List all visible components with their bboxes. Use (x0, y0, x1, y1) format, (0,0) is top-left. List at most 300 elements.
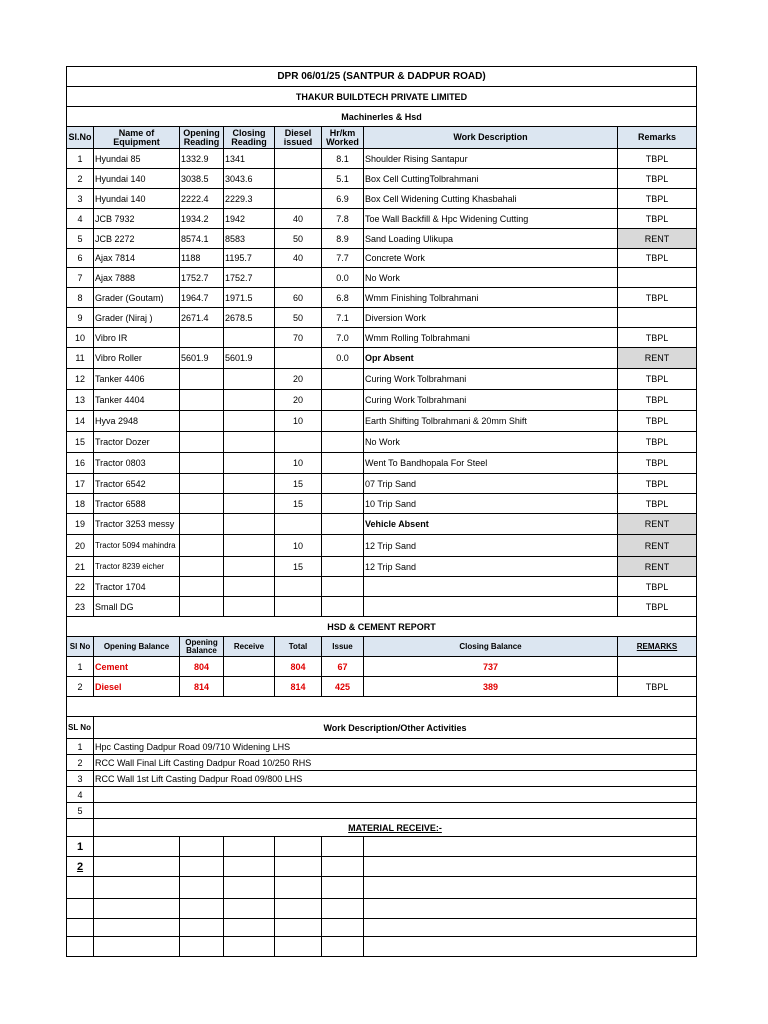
activity-description (94, 787, 697, 803)
machine-sl-no: 19 (67, 514, 94, 535)
machine-row (67, 229, 697, 249)
hr-km-worked (322, 494, 364, 514)
material-cell (322, 877, 364, 899)
machine-sl-no: 22 (67, 577, 94, 597)
work-description: Wmm Rolling Tolbrahmani (364, 328, 618, 348)
material-header-spacer (67, 819, 94, 837)
material-sl-no: 1 (67, 837, 94, 857)
closing-reading (224, 557, 275, 577)
spacer-cell (67, 697, 697, 717)
material-cell (322, 899, 364, 919)
hr-km-worked (322, 557, 364, 577)
material-cell (180, 937, 224, 957)
hsd-item: Diesel (94, 677, 180, 697)
equipment-name: Grader (Niraj ) (94, 308, 180, 328)
material-cell (94, 919, 180, 937)
material-cell (364, 837, 697, 857)
machine-sl-no: 15 (67, 432, 94, 453)
activity-description (94, 803, 697, 819)
remarks-value: TBPL (618, 494, 697, 514)
material-cell (180, 837, 224, 857)
material-cell (224, 877, 275, 899)
opening-reading: 3038.5 (180, 169, 224, 189)
work-description: Toe Wall Backfill & Hpc Widening Cutting (364, 209, 618, 229)
machine-row (67, 577, 697, 597)
closing-reading: 5601.9 (224, 348, 275, 369)
hsd-remarks: TBPL (618, 677, 697, 697)
hr-km-worked (322, 514, 364, 535)
machine-sl-no: 21 (67, 557, 94, 577)
diesel-issued (275, 348, 322, 369)
activity-sl-no: 5 (67, 803, 94, 819)
material-cell (224, 857, 275, 877)
equipment-name: Tractor 6542 (94, 474, 180, 494)
equipment-name: Tanker 4404 (94, 390, 180, 411)
machine-row (67, 209, 697, 229)
opening-reading (180, 432, 224, 453)
material-cell (364, 937, 697, 957)
dpr-sheet (66, 66, 697, 957)
machine-sl-no: 9 (67, 308, 94, 328)
machine-row (67, 149, 697, 169)
opening-reading: 5601.9 (180, 348, 224, 369)
work-description (364, 577, 618, 597)
hr-km-worked (322, 411, 364, 432)
machine-sl-no: 12 (67, 369, 94, 390)
hsd-total: 804 (275, 657, 322, 677)
closing-reading: 3043.6 (224, 169, 275, 189)
closing-reading (224, 474, 275, 494)
hsd-issue: 425 (322, 677, 364, 697)
material-sl-no (67, 919, 94, 937)
hsd-row (67, 657, 697, 677)
hsd-sl-header: Sl No (67, 637, 94, 657)
sheet-body (67, 67, 697, 957)
diesel-issued (275, 597, 322, 617)
opening-reading (180, 411, 224, 432)
activities-header: Work Description/Other Activities (94, 717, 697, 739)
machine-row (67, 308, 697, 328)
hr-km-worked: 5.1 (322, 169, 364, 189)
machine-row (67, 535, 697, 557)
hr-km-worked (322, 577, 364, 597)
work-description: Box Cell CuttingTolbrahmani (364, 169, 618, 189)
hr-km-worked (322, 369, 364, 390)
opening-reading: 1934.2 (180, 209, 224, 229)
machine-row (67, 189, 697, 209)
opening-reading: 8574.1 (180, 229, 224, 249)
machine-row (67, 411, 697, 432)
material-row (67, 937, 697, 957)
machine-sl-no: 5 (67, 229, 94, 249)
equipment-name: Tractor 0803 (94, 453, 180, 474)
remarks-value: TBPL (618, 597, 697, 617)
hr-km-worked (322, 432, 364, 453)
equipment-name: Hyundai 140 (94, 189, 180, 209)
hr-km-worked (322, 474, 364, 494)
remarks-value: TBPL (618, 474, 697, 494)
material-cell (364, 857, 697, 877)
closing-reading: 1341 (224, 149, 275, 169)
material-cell (275, 899, 322, 919)
material-cell (94, 857, 180, 877)
opening-reading (180, 369, 224, 390)
hr-km-worked: 7.0 (322, 328, 364, 348)
activity-row (67, 755, 697, 771)
opening-reading: 2671.4 (180, 308, 224, 328)
material-cell (94, 837, 180, 857)
activity-row (67, 739, 697, 755)
closing-reading-header: Closing Reading (224, 127, 275, 149)
hsd-issue-header: Issue (322, 637, 364, 657)
closing-reading: 1752.7 (224, 268, 275, 288)
work-description: Concrete Work (364, 249, 618, 268)
remarks-value: TBPL (618, 328, 697, 348)
remarks-value: TBPL (618, 288, 697, 308)
machines-header-row (67, 127, 697, 149)
material-cell (180, 857, 224, 877)
hsd-opening-balance-header: Opening Balance (180, 637, 224, 657)
material-cell (94, 937, 180, 957)
hsd-section-row (67, 617, 697, 637)
opening-reading-header: Opening Reading (180, 127, 224, 149)
remarks-value: TBPL (618, 577, 697, 597)
opening-reading (180, 453, 224, 474)
activity-description: RCC Wall Final Lift Casting Dadpur Road 10/250 RHS (94, 755, 697, 771)
equipment-name: Vibro Roller (94, 348, 180, 369)
material-cell (275, 937, 322, 957)
activity-sl-no: 1 (67, 739, 94, 755)
material-cell (224, 899, 275, 919)
opening-reading: 1752.7 (180, 268, 224, 288)
work-description: No Work (364, 432, 618, 453)
diesel-issued (275, 169, 322, 189)
remarks-value: TBPL (618, 249, 697, 268)
machine-row (67, 432, 697, 453)
equipment-name: Small DG (94, 597, 180, 617)
work-description: Wmm Finishing Tolbrahmani (364, 288, 618, 308)
material-cell (180, 919, 224, 937)
machine-sl-no: 1 (67, 149, 94, 169)
diesel-issued: 15 (275, 557, 322, 577)
work-description: Opr Absent (364, 348, 618, 369)
opening-reading (180, 514, 224, 535)
work-description: No Work (364, 268, 618, 288)
diesel-issued-header: Diesel issued (275, 127, 322, 149)
hsd-row (67, 677, 697, 697)
company-name: THAKUR BUILDTECH PRIVATE LIMITED (67, 87, 697, 107)
work-description: Earth Shifting Tolbrahmani & 20mm Shift (364, 411, 618, 432)
machine-sl-no: 18 (67, 494, 94, 514)
equipment-name: Hyundai 140 (94, 169, 180, 189)
material-sl-no: 2 (67, 857, 94, 877)
remarks-value: TBPL (618, 369, 697, 390)
diesel-issued: 40 (275, 249, 322, 268)
closing-reading (224, 597, 275, 617)
closing-reading: 1971.5 (224, 288, 275, 308)
material-cell (224, 837, 275, 857)
machine-sl-no: 3 (67, 189, 94, 209)
machine-row (67, 514, 697, 535)
activities-header-row (67, 717, 697, 739)
closing-reading (224, 514, 275, 535)
machine-row (67, 268, 697, 288)
diesel-issued (275, 577, 322, 597)
machine-row (67, 169, 697, 189)
opening-reading: 1188 (180, 249, 224, 268)
material-receive-header: MATERIAL RECEIVE:- (94, 819, 697, 837)
machine-row (67, 328, 697, 348)
machine-sl-no: 16 (67, 453, 94, 474)
machine-row (67, 557, 697, 577)
activities-sl-header: SL No (67, 717, 94, 739)
remarks-value: RENT (618, 535, 697, 557)
work-description: Sand Loading Ulikupa (364, 229, 618, 249)
diesel-issued: 10 (275, 535, 322, 557)
machine-row (67, 288, 697, 308)
machines-section-title: Machinerles & Hsd (67, 107, 697, 127)
remarks-value: RENT (618, 514, 697, 535)
machine-row (67, 453, 697, 474)
diesel-issued: 50 (275, 229, 322, 249)
hr-km-worked (322, 535, 364, 557)
material-sl-no (67, 937, 94, 957)
hr-km-worked: 7.8 (322, 209, 364, 229)
machine-sl-no: 17 (67, 474, 94, 494)
closing-reading (224, 577, 275, 597)
hr-km-worked: 6.9 (322, 189, 364, 209)
remarks-header: Remarks (618, 127, 697, 149)
material-row (67, 857, 697, 877)
machine-row (67, 494, 697, 514)
equipment-name: Tractor Dozer (94, 432, 180, 453)
machine-row (67, 390, 697, 411)
opening-reading (180, 328, 224, 348)
equipment-name: Tractor 6588 (94, 494, 180, 514)
closing-reading (224, 535, 275, 557)
material-cell (94, 899, 180, 919)
equipment-name: Vibro IR (94, 328, 180, 348)
hsd-opening: 804 (180, 657, 224, 677)
equipment-name: Tractor 1704 (94, 577, 180, 597)
remarks-value: TBPL (618, 189, 697, 209)
machine-sl-no: 20 (67, 535, 94, 557)
closing-reading (224, 390, 275, 411)
work-description: 12 Trip Sand (364, 557, 618, 577)
closing-reading: 2229.3 (224, 189, 275, 209)
diesel-issued (275, 514, 322, 535)
hsd-issue: 67 (322, 657, 364, 677)
closing-reading (224, 328, 275, 348)
material-cell (275, 877, 322, 899)
machine-row (67, 369, 697, 390)
hsd-header-row (67, 637, 697, 657)
material-cell (275, 919, 322, 937)
opening-reading (180, 474, 224, 494)
diesel-issued: 40 (275, 209, 322, 229)
hr-km-worked: 8.9 (322, 229, 364, 249)
diesel-issued: 20 (275, 369, 322, 390)
activity-row (67, 787, 697, 803)
remarks-value: TBPL (618, 453, 697, 474)
material-header-row (67, 819, 697, 837)
machine-sl-no: 13 (67, 390, 94, 411)
material-row (67, 899, 697, 919)
work-description: Went To Bandhopala For Steel (364, 453, 618, 474)
hr-km-worked-header: Hr/km Worked (322, 127, 364, 149)
opening-reading: 1332.9 (180, 149, 224, 169)
material-cell (275, 857, 322, 877)
machine-sl-no: 2 (67, 169, 94, 189)
diesel-issued (275, 149, 322, 169)
remarks-value: TBPL (618, 149, 697, 169)
closing-reading (224, 432, 275, 453)
equipment-name: JCB 2272 (94, 229, 180, 249)
remarks-value: TBPL (618, 432, 697, 453)
work-description: 12 Trip Sand (364, 535, 618, 557)
hr-km-worked (322, 597, 364, 617)
equipment-name: Tractor 8239 eicher (94, 557, 180, 577)
opening-reading: 1964.7 (180, 288, 224, 308)
remarks-value: RENT (618, 229, 697, 249)
equipment-name: Hyva 2948 (94, 411, 180, 432)
material-cell (364, 899, 697, 919)
hsd-receive (224, 657, 275, 677)
hr-km-worked: 8.1 (322, 149, 364, 169)
hr-km-worked: 7.7 (322, 249, 364, 268)
closing-reading (224, 494, 275, 514)
diesel-issued: 10 (275, 411, 322, 432)
hsd-closing: 737 (364, 657, 618, 677)
equipment-name: JCB 7932 (94, 209, 180, 229)
material-cell (224, 919, 275, 937)
work-description: 10 Trip Sand (364, 494, 618, 514)
machine-row (67, 597, 697, 617)
hsd-opening: 814 (180, 677, 224, 697)
machine-sl-no: 14 (67, 411, 94, 432)
hsd-closing: 389 (364, 677, 618, 697)
activity-sl-no: 2 (67, 755, 94, 771)
machine-sl-no: 7 (67, 268, 94, 288)
work-description-header: Work Description (364, 127, 618, 149)
opening-reading (180, 597, 224, 617)
remarks-value: TBPL (618, 169, 697, 189)
work-description (364, 597, 618, 617)
machine-sl-no: 10 (67, 328, 94, 348)
report-title: DPR 06/01/25 (SANTPUR & DADPUR ROAD) (67, 67, 697, 87)
equipment-name: Tractor 3253 messy (94, 514, 180, 535)
work-description: Shoulder Rising Santapur (364, 149, 618, 169)
equipment-name: Ajax 7814 (94, 249, 180, 268)
hr-km-worked (322, 453, 364, 474)
material-cell (364, 877, 697, 899)
material-row (67, 837, 697, 857)
diesel-issued: 10 (275, 453, 322, 474)
material-cell (322, 837, 364, 857)
diesel-issued: 20 (275, 390, 322, 411)
material-cell (275, 837, 322, 857)
hsd-sl-no: 1 (67, 657, 94, 677)
hsd-remarks (618, 657, 697, 677)
sl-no-header: Sl.No (67, 127, 94, 149)
hr-km-worked: 6.8 (322, 288, 364, 308)
opening-reading: 2222.4 (180, 189, 224, 209)
material-cell (322, 937, 364, 957)
hsd-section-title: HSD & CEMENT REPORT (67, 617, 697, 637)
machine-sl-no: 4 (67, 209, 94, 229)
remarks-value: TBPL (618, 209, 697, 229)
activity-row (67, 771, 697, 787)
hsd-receive (224, 677, 275, 697)
activity-description: RCC Wall 1st Lift Casting Dadpur Road 09/800 LHS (94, 771, 697, 787)
work-description: Curing Work Tolbrahmani (364, 390, 618, 411)
closing-reading: 1942 (224, 209, 275, 229)
equipment-name: Tractor 5094 mahindra (94, 535, 180, 557)
work-description: Vehicle Absent (364, 514, 618, 535)
work-description: 07 Trip Sand (364, 474, 618, 494)
spacer-row (67, 697, 697, 717)
hr-km-worked: 7.1 (322, 308, 364, 328)
diesel-issued: 15 (275, 494, 322, 514)
remarks-value: RENT (618, 348, 697, 369)
material-sl-no (67, 899, 94, 919)
diesel-issued (275, 432, 322, 453)
activity-row (67, 803, 697, 819)
material-cell (180, 899, 224, 919)
equipment-name: Ajax 7888 (94, 268, 180, 288)
material-cell (322, 857, 364, 877)
equipment-name: Hyundai 85 (94, 149, 180, 169)
material-row (67, 919, 697, 937)
diesel-issued: 70 (275, 328, 322, 348)
remarks-value: TBPL (618, 411, 697, 432)
remarks-value: RENT (618, 557, 697, 577)
equipment-name-header: Name of Equipment (94, 127, 180, 149)
remarks-value (618, 268, 697, 288)
hr-km-worked (322, 390, 364, 411)
material-cell (322, 919, 364, 937)
material-sl-no (67, 877, 94, 899)
closing-reading (224, 369, 275, 390)
hsd-closing-header: Closing Balance (364, 637, 618, 657)
material-row (67, 877, 697, 899)
work-description: Box Cell Widening Cutting Khasbahali (364, 189, 618, 209)
remarks-value (618, 308, 697, 328)
activity-description: Hpc Casting Dadpur Road 09/710 Widening LHS (94, 739, 697, 755)
hsd-sl-no: 2 (67, 677, 94, 697)
machine-sl-no: 6 (67, 249, 94, 268)
hsd-total: 814 (275, 677, 322, 697)
machine-row (67, 249, 697, 268)
remarks-value: TBPL (618, 390, 697, 411)
hsd-item: Cement (94, 657, 180, 677)
opening-reading (180, 390, 224, 411)
closing-reading: 2678.5 (224, 308, 275, 328)
machine-sl-no: 11 (67, 348, 94, 369)
hsd-opening-header: Opening Balance (94, 637, 180, 657)
diesel-issued (275, 189, 322, 209)
activity-sl-no: 4 (67, 787, 94, 803)
material-cell (94, 877, 180, 899)
equipment-name: Grader (Goutam) (94, 288, 180, 308)
material-cell (224, 937, 275, 957)
hsd-total-header: Total (275, 637, 322, 657)
machine-sl-no: 8 (67, 288, 94, 308)
work-description: Curing Work Tolbrahmani (364, 369, 618, 390)
closing-reading (224, 453, 275, 474)
material-cell (180, 877, 224, 899)
closing-reading: 8583 (224, 229, 275, 249)
